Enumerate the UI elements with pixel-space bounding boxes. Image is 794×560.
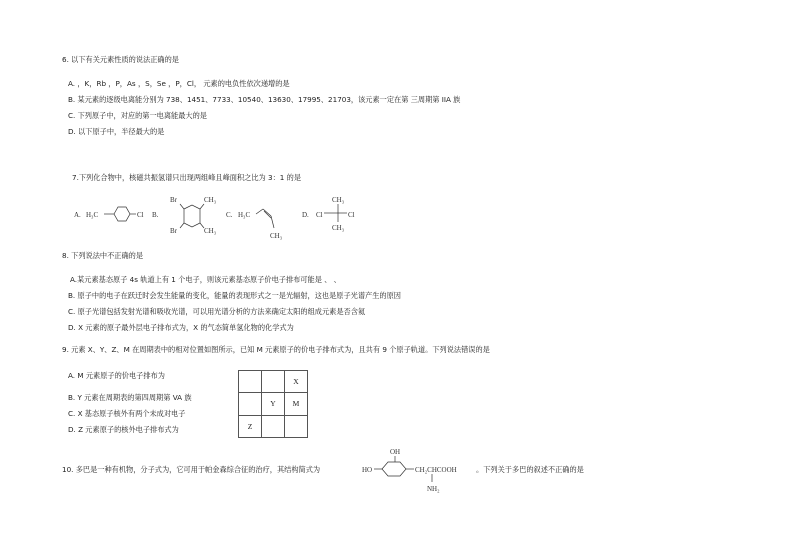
svg-text:A.: A. [74, 211, 81, 219]
svg-text:CH₃: CH₃ [204, 227, 217, 235]
svg-text:HO: HO [362, 466, 373, 474]
svg-text:CH₂CHCOOH: CH₂CHCOOH [415, 466, 457, 474]
periodic-position-grid [238, 370, 308, 438]
svg-text:Cl: Cl [137, 211, 144, 219]
q8-option-a: A.某元素基态原子 4s 轨道上有 1 个电子，则该元素基态原子价电子排布可能是 、 、 [70, 275, 341, 284]
q6-option-b: B. 某元素的逐级电离能分别为 738、1451、7733、10540、13630、17995、21703，该元素一定在第 三周期第 IIA 族 [68, 95, 461, 104]
grid-cell [262, 371, 285, 393]
svg-text:CH₃: CH₃ [332, 224, 345, 232]
q8-option-c: C. 原子光谱包括发射光谱和吸收光谱，可以用光谱分析的方法来确定太阳的组成元素是否含氦 [68, 307, 366, 316]
grid-cell-m: M [285, 393, 308, 415]
q7-stem: 7.下列化合物中，核磁共振氢谱只出现两组峰且峰面积之比为 3：1 的是 [72, 173, 302, 182]
svg-text:B.: B. [152, 211, 159, 219]
grid-cell [239, 371, 262, 393]
grid-cell [239, 393, 262, 415]
svg-text:C.: C. [226, 211, 233, 219]
svg-text:Br: Br [170, 227, 177, 235]
q9-option-b: B. Y 元素在周期表的第四周期第 VA 族 [68, 393, 192, 402]
svg-text:Cl: Cl [348, 211, 355, 219]
svg-text:H₃C: H₃C [86, 211, 99, 219]
svg-text:Br: Br [170, 196, 177, 204]
dopa-structure [362, 446, 474, 497]
grid-cell-y: Y [262, 393, 285, 415]
svg-text:OH: OH [390, 448, 401, 456]
q7-option-d [302, 194, 362, 237]
q9-option-a: A. M 元素原子的价电子排布为 [68, 371, 165, 380]
grid-cell [285, 415, 308, 437]
svg-text:NH₂: NH₂ [427, 485, 440, 493]
q7-option-b [152, 193, 232, 242]
svg-text:Cl: Cl [316, 211, 323, 219]
q6-option-c: C. 下列原子中，对应的第一电离能最大的是 [68, 111, 207, 120]
svg-text:CH₃: CH₃ [204, 196, 217, 204]
q8-option-d: D. X 元素的原子最外层电子排布式为，X 的气态简单氢化物的化学式为 [68, 323, 294, 332]
q9-option-c: C. X 基态原子核外有两个未成对电子 [68, 409, 186, 418]
q6-option-a: A. ，K，Rb ，P，As ，S，Se ，P，Cl， 元素的电负性依次递增的是 [68, 79, 290, 88]
q6-stem: 6. 以下有关元素性质的说法正确的是 [62, 55, 179, 64]
svg-text:CH₃: CH₃ [270, 232, 283, 240]
svg-text:CH₃: CH₃ [332, 196, 345, 204]
q7-option-a [74, 200, 164, 233]
q9-stem: 9. 元素 X、Y、Z、M 在周期表中的相对位置如图所示，已知 M 元素原子的价电子排布式为，且共有 9 个原子轨道。下列说法错误的是 [62, 345, 490, 354]
q8-stem: 8. 下列说法中不正确的是 [62, 251, 144, 260]
q8-option-b: B. 原子中的电子在跃迁时会发生能量的变化，能量的表现形式之一是光辐射，这也是原子光谱产生的原因 [68, 291, 401, 300]
svg-text:H₃C: H₃C [238, 211, 251, 219]
q7-option-c [226, 200, 296, 245]
grid-cell-z: Z [239, 415, 262, 437]
svg-text:D.: D. [302, 211, 309, 219]
q10-stem-tail: 。下列关于多巴的叙述不正确的是 [476, 465, 584, 474]
q10-stem: 10. 多巴是一种有机物，分子式为，它可用于帕金森综合征的治疗，其结构简式为 [62, 465, 321, 474]
grid-cell-x: X [285, 371, 308, 393]
q6-option-d: D. 以下原子中，半径最大的是 [68, 127, 165, 136]
grid-cell [262, 415, 285, 437]
q9-option-d: D. Z 元素原子的核外电子排布式为 [68, 425, 179, 434]
